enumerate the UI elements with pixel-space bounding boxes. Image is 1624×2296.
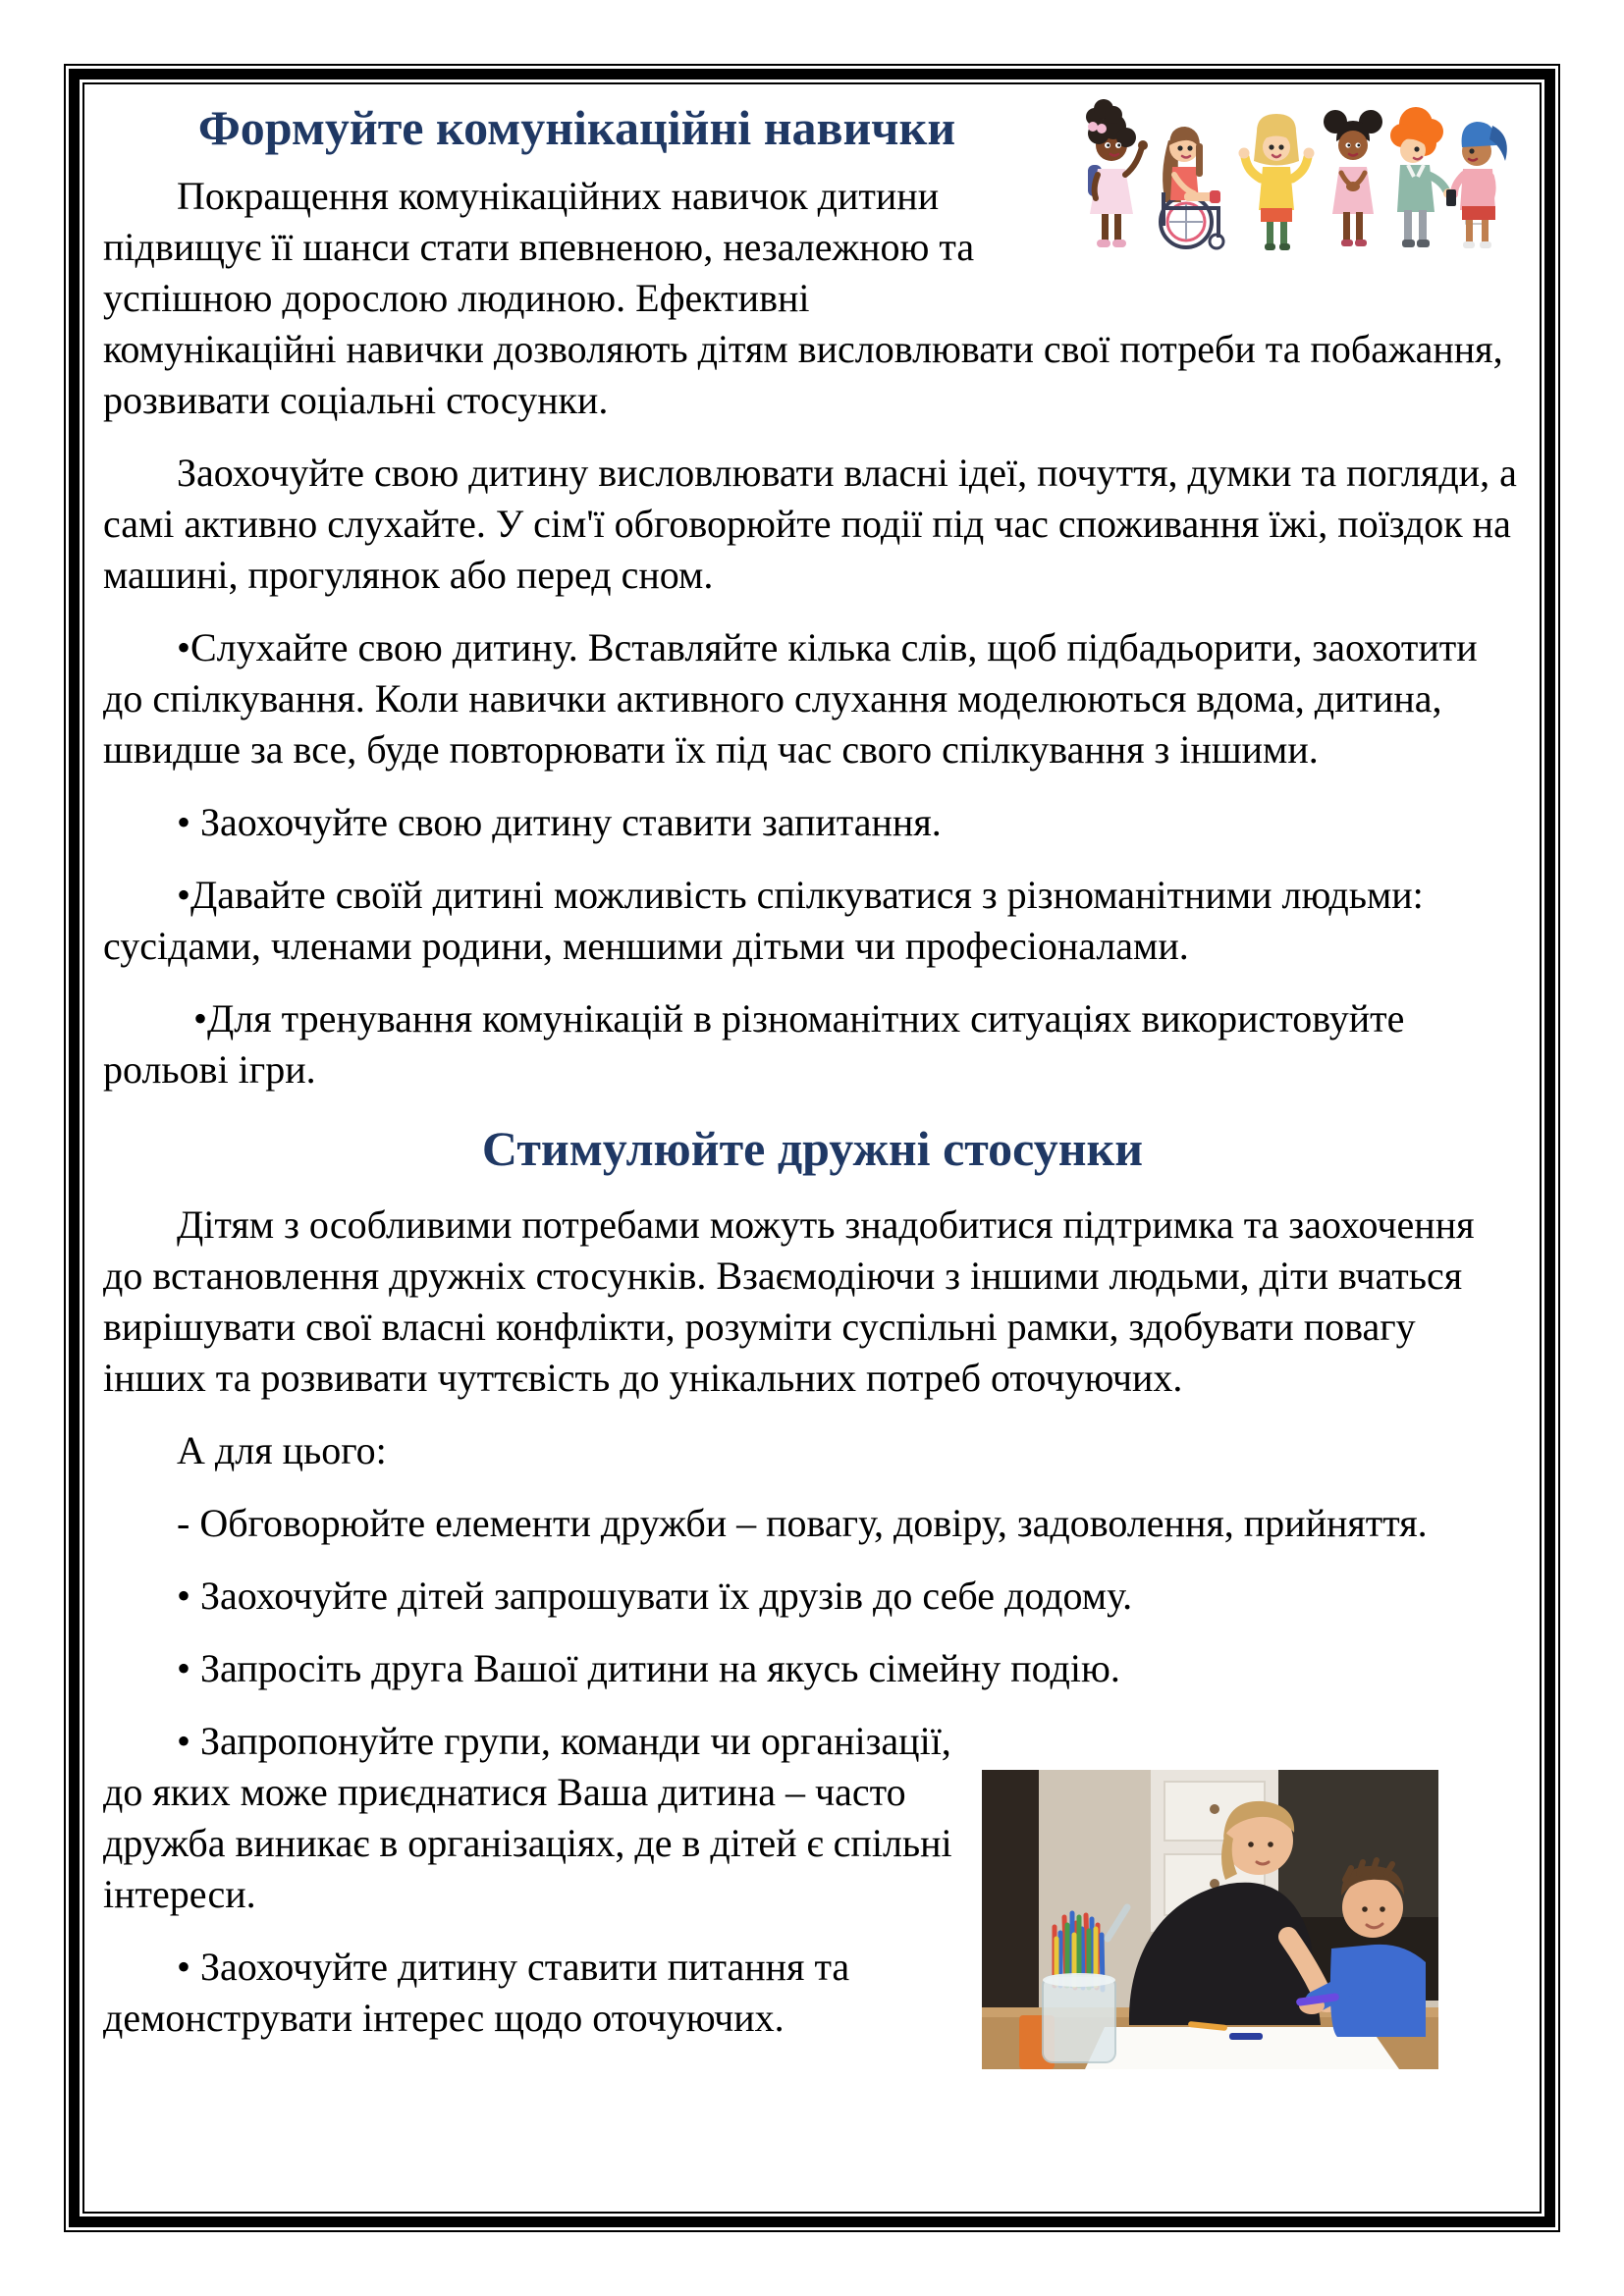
paragraph: Заохочуйте свою дитину висловлювати власні ідеї, почуття, думки та погляди, а самі активно слухайте. У сім'ї обговорюйте події під час споживання їжі, поїздок на машині, прогулянок або перед сном. — [103, 451, 1517, 597]
bullet-item: •Слухайте свою дитину. Вставляйте кілька слів, щоб підбадьорити, заохотити до спілкування. Коли навички активного слухання моделюються вдома, дитина, швидше за все, буде повторювати їх під час свого спілкування з іншими. — [103, 625, 1478, 772]
paragraph: Покращення комунікаційних навичок дитини підвищує її шанси стати впевненою, незалежною та успішною дорослою людиною. Ефективні комунікаційні навички дозволяють дітям висловлювати свої потреби та побажання, розвивати соціальні стосунки. — [103, 174, 1503, 422]
section2-heading: Стимулюйте дружні стосунки — [481, 1121, 1144, 1176]
bullet-item: • Запросіть друга Вашої дитини на якусь сімейну подію. — [177, 1646, 1120, 1690]
tutoring-photo — [982, 1770, 1438, 2069]
girl-with-bow — [1086, 99, 1148, 247]
bullet-item: • Заохочуйте дитину ставити питання та демонструвати інтерес щодо оточуючих. — [103, 1945, 850, 2040]
page-border-thick-line — [69, 69, 1555, 2227]
paragraph: А для цього: — [177, 1428, 387, 1472]
section1-heading: Формуйте комунікаційні навички — [197, 100, 956, 155]
bullet-item: •Давайте своїй дитині можливість спілкуватися з різноманітними людьми: сусідами, членами родини, меншими дітьми чи професіоналами. — [103, 873, 1424, 968]
paragraph: - Обговорюйте елементи дружби – повагу, довіру, задоволення, прийняття. — [177, 1501, 1428, 1545]
bullet-item: • Запропонуйте групи, команди чи організації, до яких може приєднатися Ваша дитина – часто дружба виникає в організаціях, де в дітей є спільні інтереси. — [103, 1719, 952, 1916]
document-content — [103, 96, 1522, 2044]
bullet-item: • Заохочуйте свою дитину ставити запитання. — [177, 800, 942, 844]
girl-with-afro-puffs — [1324, 110, 1382, 246]
paragraph: Дітям з особливими потребами можуть знадобитися підтримка та заохочення до встановлення дружніх стосунків. Взаємодіючи з іншими людьми, діти вчаться вирішувати свої власні конфлікти, розуміти суспільні рамки, здобувати повагу інших та розвивати чуттєвість до унікальних потреб оточуючих. — [103, 1202, 1475, 1400]
page-border-frame — [64, 64, 1560, 2232]
children-illustration-svg — [1070, 96, 1522, 253]
blonde-girl — [1239, 114, 1315, 250]
bullet-item: •Для тренування комунікацій в різноманітних ситуаціях використовуйте рольові ігри. — [103, 996, 1405, 1092]
boy-with-cap-and-phone — [1446, 122, 1507, 248]
tutoring-photo-svg — [982, 1770, 1438, 2069]
page-border-inner-line — [82, 82, 1542, 2214]
bullet-item: • Заохочуйте дітей запрошувати їх друзів до себе додому. — [177, 1574, 1133, 1618]
children-illustration — [1070, 96, 1522, 253]
girl-in-wheelchair — [1161, 127, 1223, 248]
red-haired-boy — [1390, 107, 1453, 247]
